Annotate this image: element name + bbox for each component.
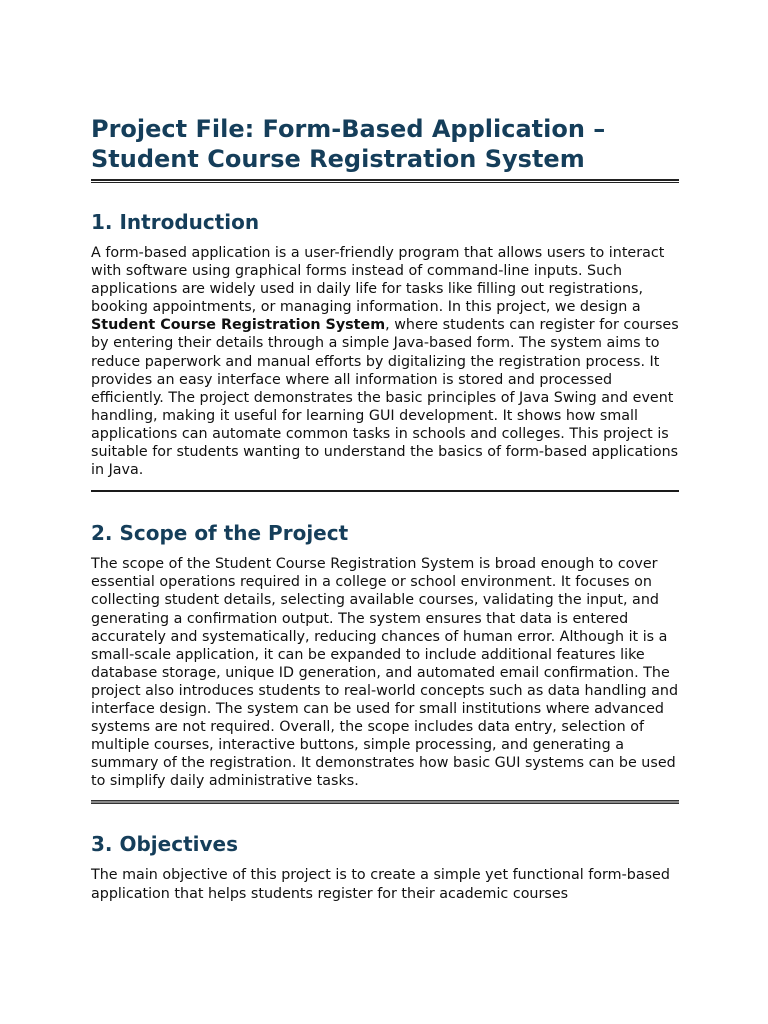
section-heading-objectives: 3. Objectives xyxy=(91,832,238,857)
scope-paragraph: The scope of the Student Course Registration System is broad enough to cover essential operations required in a college or school environment. It focuses on collecting student details, selecting available courses, validating the input, and generating a confirmation output. The system ensures that data is entered accurately and systematically, reducing chances of human error. Although it is a small-scale application, it can be expanded to include additional features like database storage, unique ID generation, and automated email confirmation. The project also introduces students to real-world concepts such as data handling and interface design. The system can be used for small institutions where advanced systems are not required. Overall, the scope includes data entry, selection of multiple courses, interactive buttons, simple processing, and generating a summary of the registration. It demonstrates how basic GUI systems can be used to simplify daily administrative tasks. xyxy=(91,556,679,790)
section-heading-scope: 2. Scope of the Project xyxy=(91,521,349,546)
title-divider xyxy=(91,179,679,183)
introduction-paragraph xyxy=(91,244,679,479)
objectives-paragraph: The main objective of this project is to create a simple yet functional form-based application that helps students register for their academic courses xyxy=(91,867,670,902)
document-title: Project File: Form-Based Application – Student Course Registration System xyxy=(91,115,606,173)
introduction-text-end: , where students can register for courses by entering their details through a simple Java-based form. The system aims to reduce paperwork and manual efforts by digitalizing the registration process. It provides an easy interface where all information is stored and processed efficiently. The project demonstrates the basic principles of Java Swing and event handling, making it useful for learning GUI development. It shows how small applications can automate common tasks in schools and colleges. This project is suitable for students wanting to understand the basics of form-based applications in Java. xyxy=(91,317,679,479)
section-divider-2 xyxy=(91,800,679,804)
document-page xyxy=(91,114,679,903)
section-heading-introduction: 1. Introduction xyxy=(91,210,260,234)
introduction-bold-system-name: Student Course Registration System xyxy=(91,317,386,334)
introduction-text-start: A form-based application is a user-friendly program that allows users to interact with software using graphical forms instead of command-line inputs. Such applications are widely used in daily life for tasks like filling out registrations, booking appointments, or managing information. In this project, we design a xyxy=(91,245,665,316)
section-divider-1 xyxy=(91,490,679,492)
